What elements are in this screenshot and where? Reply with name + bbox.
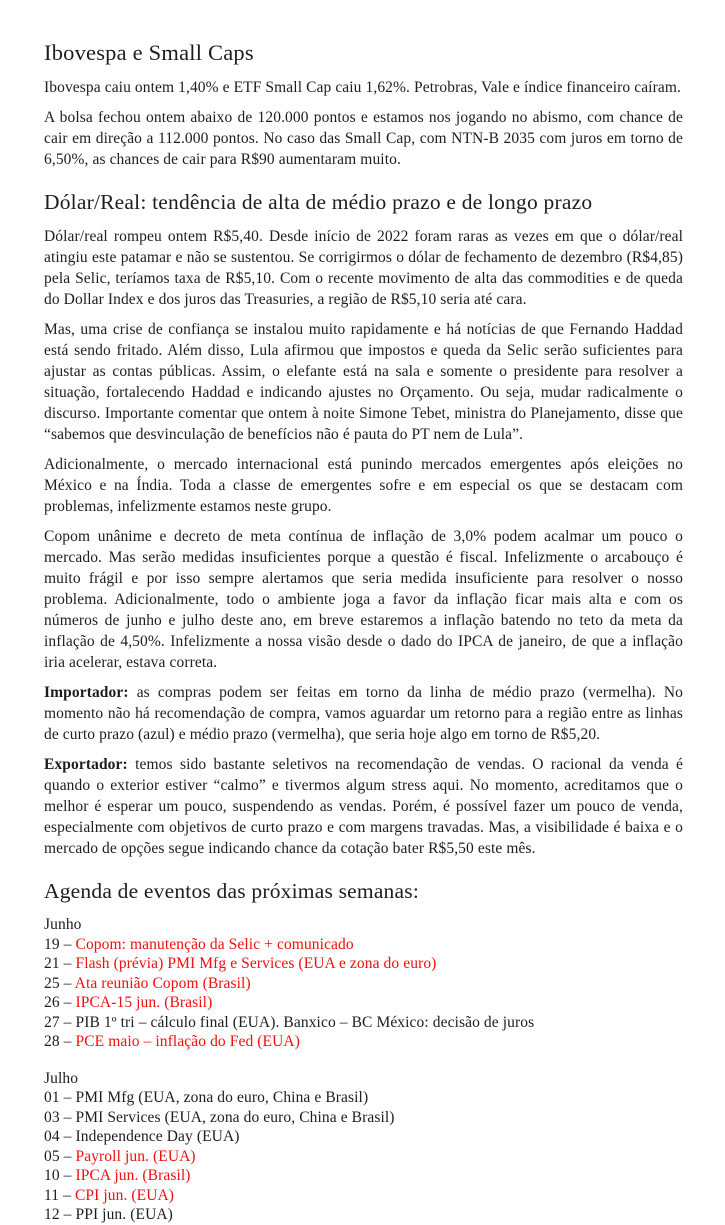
agenda-item-event: IPCA-15 jun. (Brasil) [75,994,213,1011]
heading-ibovespa-small-caps: Ibovespa e Small Caps [44,40,254,65]
agenda-item [44,1205,683,1225]
agenda-item [44,1088,683,1108]
agenda-item-date: 10 – [44,1167,76,1184]
agenda-item-date: 26 – [44,994,76,1011]
agenda-item [44,935,683,955]
agenda-item-event: Independence Day (EUA) [75,1128,240,1145]
paragraph-exportador [44,754,683,859]
paragraph-importador [44,682,683,745]
exportador-label: Exportador: [44,756,128,773]
agenda-item-date: 03 – [44,1108,76,1126]
agenda-item-date: 28 – [44,1033,76,1050]
agenda-item-date: 11 – [44,1186,75,1204]
paragraph-ibovespa-1: Ibovespa caiu ontem 1,40% e ETF Small Cap caiu 1,62%. Petrobras, Vale e índice financeiro caíram. [44,79,681,96]
agenda-item [44,1186,683,1206]
agenda-item-event: CPI jun. (EUA) [74,1186,175,1204]
agenda-item-date: 01 – [44,1089,76,1106]
agenda-item-event: IPCA jun. (Brasil) [75,1167,191,1184]
paragraph-ibovespa-2: A bolsa fechou ontem abaixo de 120.000 pontos e estamos nos jogando no abismo, com chance de cair em direção a 112.000 pontos. No caso das Small Cap, com NTN-B 2035 com juros em torno de 6,50%, as chances de cair para R$90 aumentaram muito. [44,109,683,168]
agenda-month-julho [44,1069,683,1225]
importador-text: as compras podem ser feitas em torno da linha de médio prazo (vermelha). No momento não há recomendação de compra, vamos aguardar um retorno para a região entre as linhas de curto prazo (azul) e médio prazo (vermelha), que seria hoje algo em torno de R$5,20. [44,684,683,743]
paragraph-dolar-3: Adicionalmente, o mercado internacional está punindo mercados emergentes após eleições no México e na Índia. Toda a classe de emergentes sofre e em especial os que se destacam com problemas, infelizmente estamos neste grupo. [44,456,683,515]
agenda-item-event: PIB 1º tri – cálculo final (EUA). Banxico – BC México: decisão de juros [75,1013,535,1031]
agenda-item-date: 21 – [44,955,76,972]
month-name: Junho [44,916,82,933]
month-name: Julho [44,1069,79,1087]
agenda-item-event: Flash (prévia) PMI Mfg e Services (EUA e zona do euro) [75,955,437,972]
agenda-item-event: Copom: manutenção da Selic + comunicado [75,935,354,953]
agenda-item-date: 19 – [44,935,76,953]
agenda-item-event: PCE maio – inflação do Fed (EUA) [75,1033,300,1050]
agenda-item [44,954,683,974]
agenda-list [44,915,683,1225]
agenda-item-date: 12 – [44,1206,76,1223]
agenda-item [44,1013,683,1033]
agenda-item-event: Payroll jun. (EUA) [75,1147,196,1165]
heading-dolar-real: Dólar/Real: tendência de alta de médio prazo e de longo prazo [44,190,593,214]
agenda-item-date: 04 – [44,1128,76,1145]
agenda-item-date: 05 – [44,1147,76,1165]
agenda-item [44,1166,683,1186]
heading-agenda: Agenda de eventos das próximas semanas: [44,879,419,903]
agenda-item-event: PMI Services (EUA, zona do euro, China e Brasil) [75,1108,395,1126]
agenda-item [44,1147,683,1167]
agenda-item-date: 25 – [44,974,75,992]
agenda-item-event: Ata reunião Copom (Brasil) [74,974,251,992]
agenda-month-junho [44,915,683,1052]
paragraph-dolar-1: Dólar/real rompeu ontem R$5,40. Desde início de 2022 foram raras as vezes em que o dólar/real atingiu este patamar e não se sustentou. Se corrigirmos o dólar de fechamento de dezembro (R$4,85) pela Selic, teríamos taxa de R$5,10. Com o recente movimento de alta das commodities e de queda do Dollar Index e dos juros das Treasuries, a região de R$5,10 seria até cara. [44,228,683,308]
agenda-item [44,1108,683,1128]
importador-label: Importador: [44,684,129,701]
agenda-item-date: 27 – [44,1013,76,1031]
agenda-item-event: PMI Mfg (EUA, zona do euro, China e Brasil) [75,1089,369,1106]
paragraph-dolar-4: Copom unânime e decreto de meta contínua de inflação de 3,0% podem acalmar um pouco o mercado. Mas serão medidas insuficientes porque a questão é fiscal. Infelizmente o arcabouço é muito frágil e por isso sempre alertamos que seria medida insuficiente para resolver o nosso problema. Adicionalmente, todo o ambiente joga a favor da inflação ficar mais alta e com os números de junho e julho deste ano, em breve estaremos a inflação batendo no teto da meta da inflação de 4,50%. Infelizmente a nossa visão desde o dado do IPCA de janeiro, de que a inflação iria acelerar, estava correta. [44,528,683,671]
agenda-item [44,974,683,994]
agenda-item [44,1032,683,1052]
agenda-item-event: PPI jun. (EUA) [75,1206,173,1223]
agenda-item [44,1127,683,1147]
paragraph-dolar-2: Mas, uma crise de confiança se instalou muito rapidamente e há notícias de que Fernando Haddad está sendo fritado. Além disso, Lula afirmou que impostos e queda da Selic serão suficientes para ajustar as contas públicas. Assim, o elefante está na sala e somente o presidente para resolver a situação, fortalecendo Haddad e indicando ajustes no Orçamento. Ou seja, mudar radicalmente o discurso. Importante comentar que ontem à noite Simone Tebet, ministra do Planejamento, disse que “sabemos que desvinculação de benefícios não é pauta do PT nem de Lula”. [44,321,683,443]
exportador-text: temos sido bastante seletivos na recomendação de vendas. O racional da venda é quando o exterior estiver “calmo” e tivermos algum stress aqui. No momento, acreditamos que o melhor é esperar um pouco, suspendendo as vendas. Porém, é possível fazer um pouco de venda, especialmente com objetivos de curto prazo e com margens travadas. Mas, a visibilidade é baixa e o mercado de opções segue indicando chance da cotação bater R$5,50 este mês. [44,756,683,857]
agenda-item [44,993,683,1013]
